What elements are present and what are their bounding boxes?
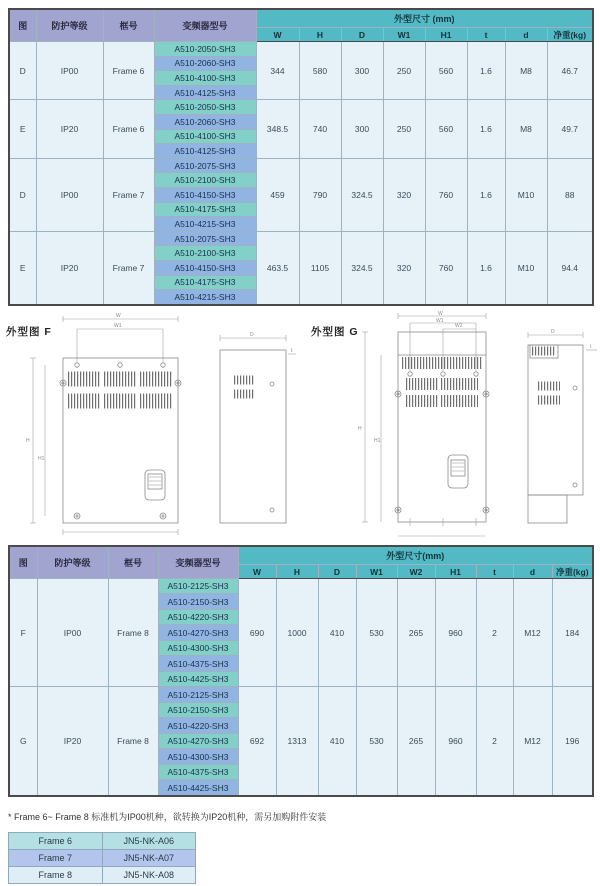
- sub-col-header: H1: [435, 565, 476, 579]
- sub-col-header: H: [276, 565, 318, 579]
- sub-col-header: W1: [383, 28, 425, 42]
- model-cell: A510-4425-SH3: [158, 671, 238, 686]
- table-row: [9, 850, 196, 867]
- drawing-g-letter: G: [349, 326, 359, 338]
- frame-cell: Frame 7: [103, 158, 154, 231]
- protection-cell: IP00: [36, 42, 103, 100]
- drawing-f-letter: F: [44, 326, 52, 338]
- drawing-f-label: 外型图: [6, 326, 41, 338]
- vent-slots: [406, 384, 478, 401]
- mounting-hole: [474, 372, 478, 376]
- value-cell: 1105: [299, 231, 341, 305]
- enclosure-outline: [528, 345, 583, 495]
- model-cell: A510-2100-SH3: [154, 173, 256, 188]
- table-row: [9, 158, 593, 173]
- table-body: [9, 579, 593, 797]
- protection-cell: IP20: [36, 231, 103, 305]
- dimension-table-frame6-7: [8, 8, 594, 306]
- fig-cell: D: [9, 42, 36, 100]
- drawing-g-side-view: [528, 329, 597, 523]
- part-number-cell: JN5-NK-A07: [102, 850, 196, 867]
- value-cell: 320: [383, 231, 425, 305]
- mounting-hole: [75, 363, 79, 367]
- value-cell: M8: [505, 100, 547, 158]
- value-cell: 760: [425, 231, 467, 305]
- model-cell: A510-4215-SH3: [154, 217, 256, 232]
- table-row: [9, 42, 593, 57]
- model-cell: A510-4125-SH3: [154, 144, 256, 159]
- value-cell: 324.5: [341, 158, 383, 231]
- value-cell: 49.7: [547, 100, 593, 158]
- frame-cell: Frame 8: [108, 687, 158, 796]
- value-cell: 300: [341, 100, 383, 158]
- col-header-frame: 框号: [103, 9, 154, 42]
- col-header-frame: 框号: [108, 546, 158, 579]
- value-cell: M10: [505, 231, 547, 305]
- footnote: * Frame 6~ Frame 8 标准机为IP00机种，欲转换为IP20机种，需另加购附件安装: [8, 812, 327, 822]
- model-cell: A510-2075-SH3: [154, 231, 256, 246]
- dim-label-d: D: [551, 329, 555, 335]
- value-cell: 324.5: [341, 231, 383, 305]
- sub-col-header: W1: [356, 565, 397, 579]
- model-cell: A510-4220-SH3: [158, 609, 238, 624]
- model-cell: A510-2150-SH3: [158, 594, 238, 609]
- value-cell: 530: [356, 687, 397, 796]
- value-cell: 2: [476, 579, 513, 687]
- model-cell: A510-2060-SH3: [154, 114, 256, 129]
- sub-col-header: t: [467, 28, 505, 42]
- value-cell: 1.6: [467, 100, 505, 158]
- value-cell: M12: [513, 579, 552, 687]
- table-row: [9, 867, 196, 884]
- value-cell: 300: [341, 42, 383, 100]
- model-cell: A510-2125-SH3: [158, 579, 238, 594]
- protection-cell: IP00: [36, 158, 103, 231]
- vent-slots: [234, 380, 254, 394]
- value-cell: 344: [256, 42, 299, 100]
- model-cell: A510-2050-SH3: [154, 100, 256, 115]
- model-cell: A510-4375-SH3: [158, 656, 238, 671]
- dim-label-w1: W1: [114, 323, 122, 329]
- value-cell: 250: [383, 100, 425, 158]
- model-cell: A510-2100-SH3: [154, 246, 256, 261]
- value-cell: 580: [299, 42, 341, 100]
- drawing-f-front-view: [26, 313, 181, 535]
- frame-cell: Frame 6: [9, 833, 103, 850]
- col-header-protection: 防护等级: [37, 546, 108, 579]
- side-hole: [270, 382, 274, 386]
- value-cell: 196: [552, 687, 593, 796]
- sub-col-header: W: [238, 565, 276, 579]
- value-cell: M12: [513, 687, 552, 796]
- mounting-hole: [74, 513, 80, 519]
- sub-col-header: t: [476, 565, 513, 579]
- enclosure-lower-section: [528, 495, 567, 523]
- table-body: [9, 42, 593, 306]
- model-cell: A510-4270-SH3: [158, 625, 238, 640]
- frame-cell: Frame 8: [108, 579, 158, 687]
- model-cell: A510-4300-SH3: [158, 749, 238, 764]
- fig-cell: G: [9, 687, 37, 796]
- value-cell: 1.6: [467, 42, 505, 100]
- value-cell: 960: [435, 579, 476, 687]
- model-cell: A510-4425-SH3: [158, 780, 238, 796]
- vent-slots: [538, 386, 560, 400]
- accessory-kit-table: [8, 832, 196, 884]
- model-cell: A510-2125-SH3: [158, 687, 238, 702]
- value-cell: 88: [547, 158, 593, 231]
- fig-cell: E: [9, 231, 36, 305]
- sub-col-header: d: [513, 565, 552, 579]
- col-header-model: 变频器型号: [158, 546, 238, 579]
- value-cell: M8: [505, 42, 547, 100]
- dim-label-w: W: [116, 313, 121, 319]
- table-row: [9, 579, 593, 594]
- value-cell: 1313: [276, 687, 318, 796]
- mounting-hole: [161, 363, 165, 367]
- mounting-hole: [408, 372, 412, 376]
- dim-label-w: W: [438, 311, 443, 317]
- dim-label-t: t: [291, 348, 293, 354]
- col-header-fig: 图: [9, 546, 37, 579]
- model-cell: A510-4220-SH3: [158, 718, 238, 733]
- col-header-fig: 图: [9, 9, 36, 42]
- fig-cell: D: [9, 158, 36, 231]
- drawing-g-front-view: [358, 311, 489, 536]
- value-cell: 459: [256, 158, 299, 231]
- dim-label-d: D: [250, 332, 254, 338]
- value-cell: 463.5: [256, 231, 299, 305]
- value-cell: 760: [425, 158, 467, 231]
- vent-slots: [68, 379, 172, 401]
- value-cell: 560: [425, 42, 467, 100]
- value-cell: 560: [425, 100, 467, 158]
- table-row: [9, 833, 196, 850]
- sub-col-header: H1: [425, 28, 467, 42]
- value-cell: 1.6: [467, 158, 505, 231]
- model-cell: A510-2060-SH3: [154, 56, 256, 71]
- frame-cell: Frame 8: [9, 867, 103, 884]
- part-number-cell: JN5-NK-A08: [102, 867, 196, 884]
- dim-label-h: H: [26, 438, 30, 444]
- col-header-protection: 防护等级: [36, 9, 103, 42]
- model-cell: A510-4100-SH3: [154, 129, 256, 144]
- drawing-g-label: 外型图: [311, 326, 346, 338]
- table-row: [9, 231, 593, 246]
- side-hole: [270, 508, 274, 512]
- value-cell: 1.6: [467, 231, 505, 305]
- model-cell: A510-4215-SH3: [154, 290, 256, 305]
- sub-col-header: 净重(kg): [552, 565, 593, 579]
- fig-cell: E: [9, 100, 36, 158]
- frame-cell: Frame 7: [103, 231, 154, 305]
- model-cell: A510-4150-SH3: [154, 260, 256, 275]
- mounting-hole: [160, 513, 166, 519]
- value-cell: 320: [383, 158, 425, 231]
- protection-cell: IP20: [37, 687, 108, 796]
- mounting-hole: [118, 363, 122, 367]
- value-cell: 410: [318, 687, 356, 796]
- value-cell: 265: [397, 579, 435, 687]
- keypad: [448, 455, 468, 488]
- col-header-outline-dims: 外型尺寸 (mm): [256, 9, 593, 28]
- value-cell: M10: [505, 158, 547, 231]
- sub-col-header: D: [341, 28, 383, 42]
- value-cell: 690: [238, 579, 276, 687]
- value-cell: 740: [299, 100, 341, 158]
- model-cell: A510-2150-SH3: [158, 702, 238, 717]
- col-header-model: 变频器型号: [154, 9, 256, 42]
- value-cell: 960: [435, 687, 476, 796]
- dim-label-w1: W1: [436, 318, 444, 324]
- value-cell: 94.4: [547, 231, 593, 305]
- keypad: [145, 470, 165, 500]
- sub-col-header: 净重(kg): [547, 28, 593, 42]
- fig-cell: F: [9, 579, 37, 687]
- value-cell: 692: [238, 687, 276, 796]
- table-row: [9, 100, 593, 115]
- frame-cell: Frame 7: [9, 850, 103, 867]
- value-cell: 184: [552, 579, 593, 687]
- value-cell: 348.5: [256, 100, 299, 158]
- model-cell: A510-2075-SH3: [154, 158, 256, 173]
- sub-col-header: D: [318, 565, 356, 579]
- model-cell: A510-4300-SH3: [158, 640, 238, 655]
- table-row: [9, 687, 593, 702]
- value-cell: 530: [356, 579, 397, 687]
- value-cell: 2: [476, 687, 513, 796]
- model-cell: A510-4125-SH3: [154, 85, 256, 100]
- value-cell: 46.7: [547, 42, 593, 100]
- col-header-outline-dims: 外型尺寸(mm): [238, 546, 593, 565]
- dim-label-h1: H1: [38, 456, 45, 462]
- part-number-cell: JN5-NK-A06: [102, 833, 196, 850]
- side-hole: [573, 386, 577, 390]
- model-cell: A510-4270-SH3: [158, 733, 238, 748]
- dim-label-h: H: [358, 426, 362, 432]
- model-cell: A510-4375-SH3: [158, 764, 238, 779]
- value-cell: 250: [383, 42, 425, 100]
- drawing-f-side-view: [220, 332, 296, 523]
- model-cell: A510-4175-SH3: [154, 275, 256, 290]
- side-hole: [573, 483, 577, 487]
- frame-cell: Frame 6: [103, 100, 154, 158]
- value-cell: 1000: [276, 579, 318, 687]
- model-cell: A510-4100-SH3: [154, 71, 256, 86]
- sub-col-header: H: [299, 28, 341, 42]
- outline-drawings: [0, 310, 600, 545]
- sub-col-header: d: [505, 28, 547, 42]
- dim-label-t: t: [590, 344, 592, 350]
- value-cell: 410: [318, 579, 356, 687]
- model-cell: A510-2050-SH3: [154, 42, 256, 57]
- dimension-table-frame8: [8, 545, 594, 797]
- model-cell: A510-4175-SH3: [154, 202, 256, 217]
- frame-cell: Frame 6: [103, 42, 154, 100]
- model-cell: A510-4150-SH3: [154, 187, 256, 202]
- value-cell: 790: [299, 158, 341, 231]
- sub-col-header: W: [256, 28, 299, 42]
- protection-cell: IP00: [37, 579, 108, 687]
- value-cell: 265: [397, 687, 435, 796]
- protection-cell: IP20: [36, 100, 103, 158]
- dim-label-w2: W2: [455, 323, 463, 329]
- sub-col-header: W2: [397, 565, 435, 579]
- dim-label-h1: H1: [374, 438, 381, 444]
- mounting-hole: [441, 372, 445, 376]
